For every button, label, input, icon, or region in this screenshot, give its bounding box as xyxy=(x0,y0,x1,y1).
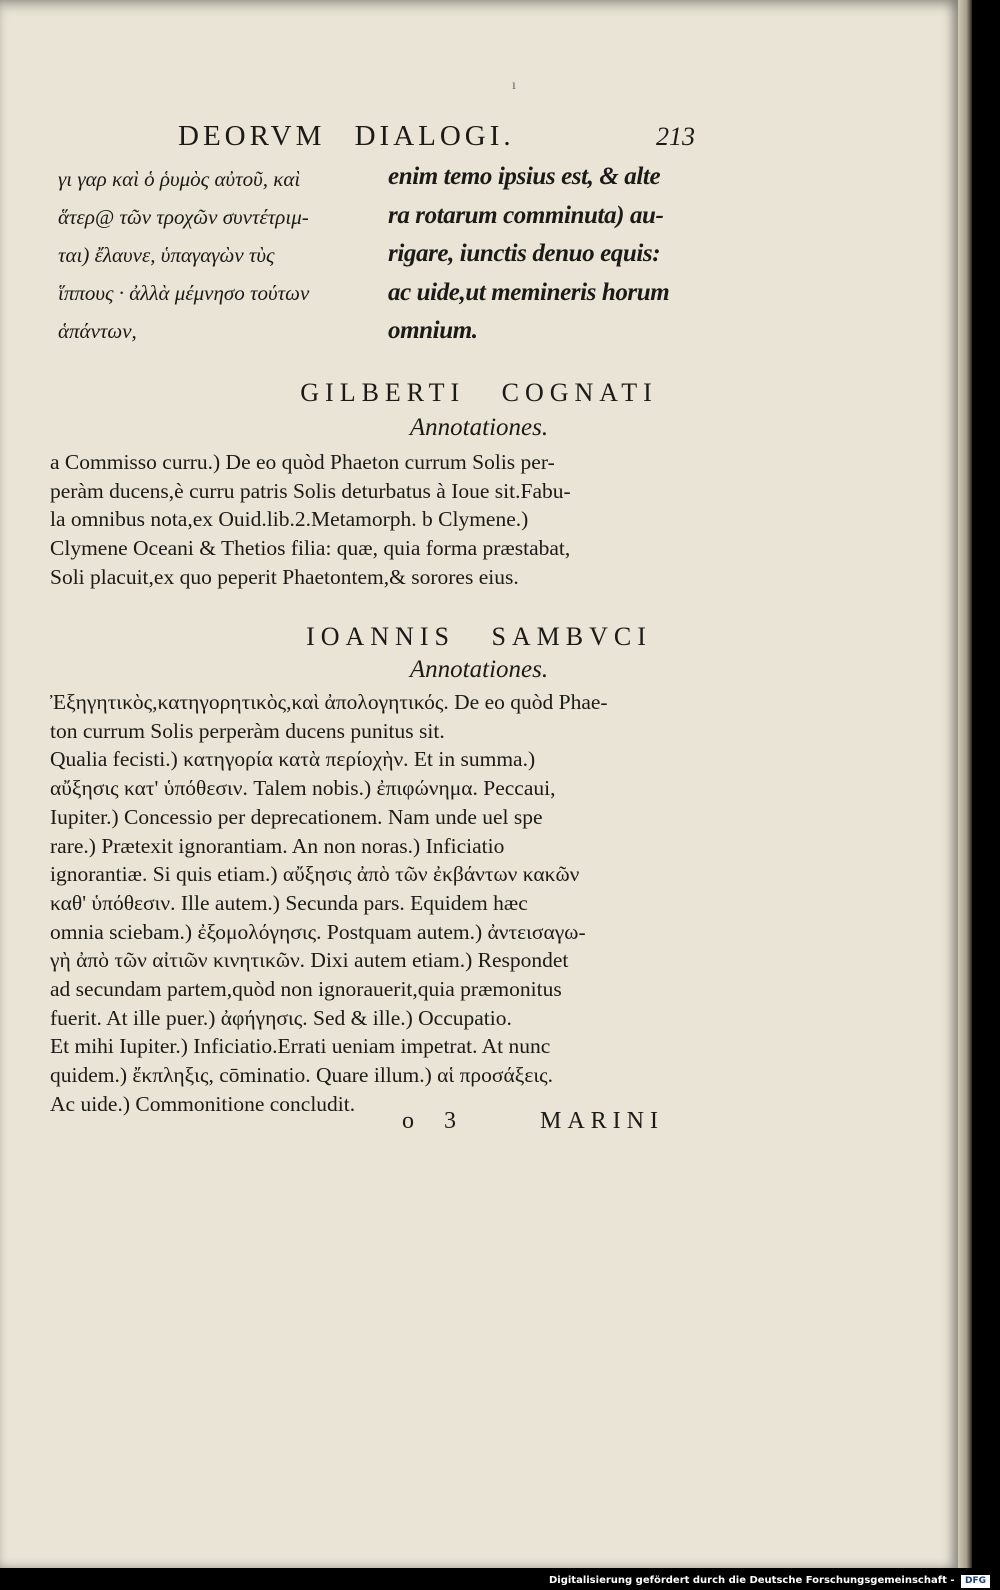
annotation-line: Ἐξηγητικὸς,κατηγορητικὸς,καὶ ἀπολογητικός. De eo quòd Phae- xyxy=(50,690,608,714)
page-footer xyxy=(0,1108,958,1142)
annotation-line: ignorantiæ. Si quis etiam.) αὔξησις ἀπὸ τῶν ἐκβάντων κακῶν xyxy=(50,862,580,887)
annotation-line: a Commisso curru.) De eo quòd Phaeton currum Solis per- xyxy=(50,450,555,474)
greek-line: γι γαρ καὶ ὁ ῥυμὸς αὐτοῦ, καὶ xyxy=(58,167,301,191)
annotation-line: Et mihi Iupiter.) Inficiatio.Errati ueniam impetrat. At nunc xyxy=(50,1034,551,1059)
section-title-cognati: GILBERTI COGNATI xyxy=(300,378,658,407)
sambuci-annotations xyxy=(50,688,710,1119)
annotation-line: Qualia fecisti.) κατηγορία κατὰ περίοχὴν. Et in summa.) xyxy=(50,747,536,772)
latin-column xyxy=(388,158,718,351)
greek-column xyxy=(58,160,358,350)
annotation-line: καθ' ὑπόθεσιν. Ille autem.) Secunda pars. Equidem hæc xyxy=(50,890,528,915)
section-subtitle-cognati: Annotationes. xyxy=(409,414,549,441)
annotation-line: ad secundam partem,quòd non ignorauerit,quia præmonitus xyxy=(50,977,562,1002)
annotation-line: Iupiter.) Concessio per deprecationem. Nam unde uel spe xyxy=(50,804,543,829)
cognati-annotations xyxy=(50,448,710,592)
annotation-line: peràm ducens,è curru patris Solis deturbatus à Ioue sit.Fabu- xyxy=(50,478,571,503)
credit-text: Digitalisierung gefördert durch die Deutsche Forschungsgemeinschaft - xyxy=(548,1575,955,1586)
annotation-line: ton currum Solis perperàm ducens punitus sit. xyxy=(50,718,445,743)
annotation-line: αὔξησις κατ' ὑπόθεσιν. Talem nobis.) ἐπιφώνημα. Peccaui, xyxy=(50,776,556,801)
dfg-logo: DFG xyxy=(961,1575,990,1588)
running-title: DEORVM DIALOGI. xyxy=(178,120,515,152)
running-head xyxy=(0,120,958,156)
greek-line: ται) ἔλαυνε, ὑπαγαγὼν τὺς xyxy=(58,243,275,267)
latin-line: ra rotarum comminuta) au- xyxy=(388,201,664,229)
page-fold xyxy=(958,0,972,1568)
greek-line: ἁπάντων, xyxy=(58,319,137,343)
latin-line: rigare, iunctis denuo equis: xyxy=(388,240,661,267)
page-number: 213 xyxy=(656,122,695,151)
annotation-line: quidem.) ἔκπληξις, cōminatio. Quare illum.) αἱ προσάξεις. xyxy=(50,1063,554,1088)
section-title-sambuci: IOANNIS SAMBVCI xyxy=(306,622,652,651)
paper-mark: ı xyxy=(512,78,516,93)
annotation-line: γὴ ἀπὸ τῶν αἰτιῶν κινητικῶν. Dixi autem etiam.) Respondet xyxy=(50,948,569,973)
catchword: MARINI xyxy=(540,1108,664,1134)
annotation-line: rare.) Prætexit ignorantiam. An non noras.) Inficiatio xyxy=(50,833,505,858)
annotation-line: Soli placuit,ex quo peperit Phaetontem,& sorores eius. xyxy=(50,564,519,589)
greek-line: ἅτερ@ τῶν τροχῶν συντέτριμ- xyxy=(58,205,309,229)
signature-mark: o 3 xyxy=(402,1108,468,1134)
annotation-line: Ac uide.) Commonitione concludit. xyxy=(50,1091,356,1116)
annotation-line: Clymene Oceani & Thetios filia: quæ, quia forma præstabat, xyxy=(50,536,571,561)
annotation-line: fuerit. At ille puer.) ἀφήγησις. Sed & ille.) Occupatio. xyxy=(50,1005,512,1030)
latin-line: ac uide,ut memineris horum xyxy=(388,278,670,306)
annotation-line: omnia sciebam.) ἐξομολόγησις. Postquam autem.) ἀντεισαγω- xyxy=(50,919,586,944)
digitization-credit xyxy=(549,1575,990,1588)
latin-line: omnium. xyxy=(388,317,478,344)
latin-line: enim temo ipsius est, & alte xyxy=(388,163,661,190)
greek-line: ἵππους · ἀλλὰ μέμνησο τούτων xyxy=(58,281,310,305)
section-subtitle-sambuci: Annotationes. xyxy=(409,656,549,683)
annotation-line: la omnibus nota,ex Ouid.lib.2.Metamorph. b Clymene.) xyxy=(50,507,529,532)
